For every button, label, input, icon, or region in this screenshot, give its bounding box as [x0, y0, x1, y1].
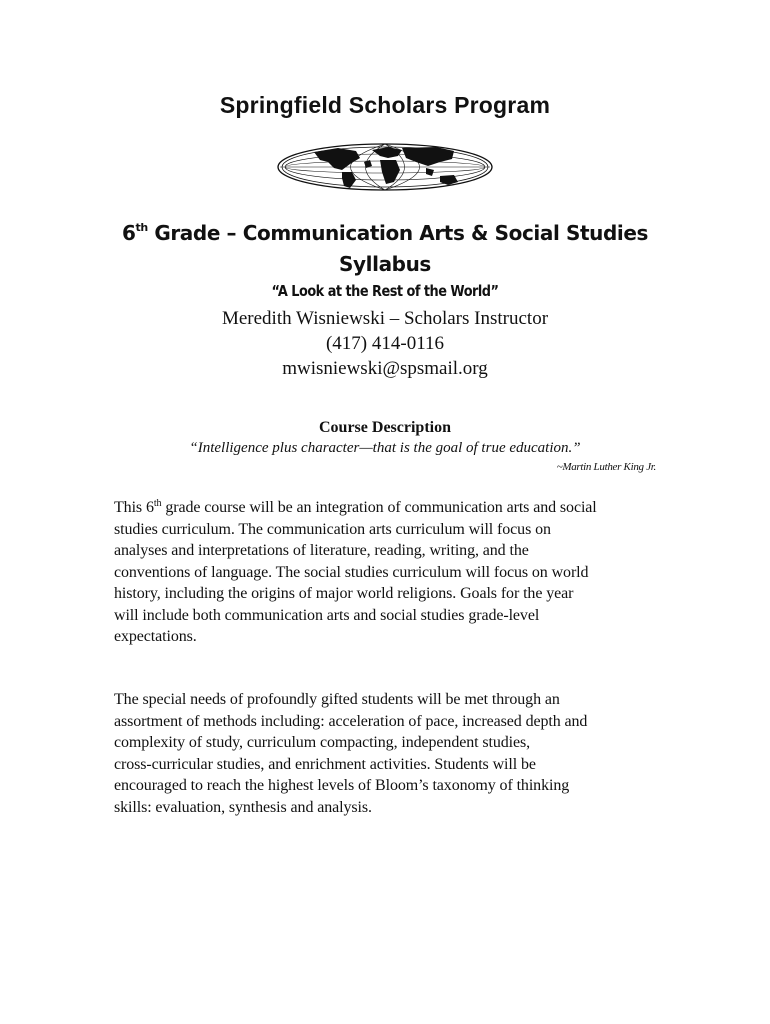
course-description-heading: Course Description: [319, 419, 451, 436]
paragraph-line: conventions of language. The social studies curriculum will focus on world: [114, 563, 589, 581]
world-map-globe-icon: [276, 142, 494, 192]
contact-block: [0, 306, 770, 381]
paragraph-line: cross-curricular studies, and enrichment activities. Students will be: [114, 755, 536, 773]
instructor-email: mwisniewski@spsmail.org: [282, 358, 488, 379]
paragraph-line: skills: evaluation, synthesis and analysis.: [114, 798, 372, 816]
description-paragraph-2: [114, 689, 674, 818]
epigraph-author: ~Martin Luther King Jr.: [556, 461, 656, 473]
paragraph-line: This 6th grade course will be an integration of communication arts and social: [114, 498, 597, 516]
paragraph-line: will include both communication arts and social studies grade-level: [114, 606, 540, 624]
paragraph-line: The special needs of profoundly gifted students will be met through an: [114, 691, 560, 708]
paragraph-line: analyses and interpretations of literature, reading, writing, and the: [114, 542, 529, 559]
course-tagline: “A Look at the Rest of the World”: [271, 282, 499, 300]
epigraph-quote: “Intelligence plus character—that is the goal of true education.”: [189, 440, 581, 456]
course-title: [0, 218, 770, 280]
instructor-phone: (417) 414-0116: [325, 333, 445, 354]
paragraph-line: expectations.: [114, 628, 197, 645]
instructor-name: Meredith Wisniewski – Scholars Instructor: [221, 308, 549, 329]
course-title-line1: 6th Grade – Communication Arts & Social Studies: [121, 221, 649, 245]
paragraph-line: encouraged to reach the highest levels of Bloom’s taxonomy of thinking: [114, 777, 570, 794]
description-paragraph-1: [114, 497, 674, 648]
paragraph-line: history, including the origins of major world religions. Goals for the year: [114, 585, 574, 602]
course-title-line2: Syllabus: [339, 252, 431, 276]
paragraph-line: complexity of study, curriculum compacting, independent studies,: [114, 734, 531, 751]
program-title: Springfield Scholars Program: [219, 92, 551, 118]
paragraph-line: studies curriculum. The communication arts curriculum will focus on: [114, 520, 551, 538]
paragraph-line: assortment of methods including: acceleration of pace, increased depth and: [114, 712, 588, 730]
